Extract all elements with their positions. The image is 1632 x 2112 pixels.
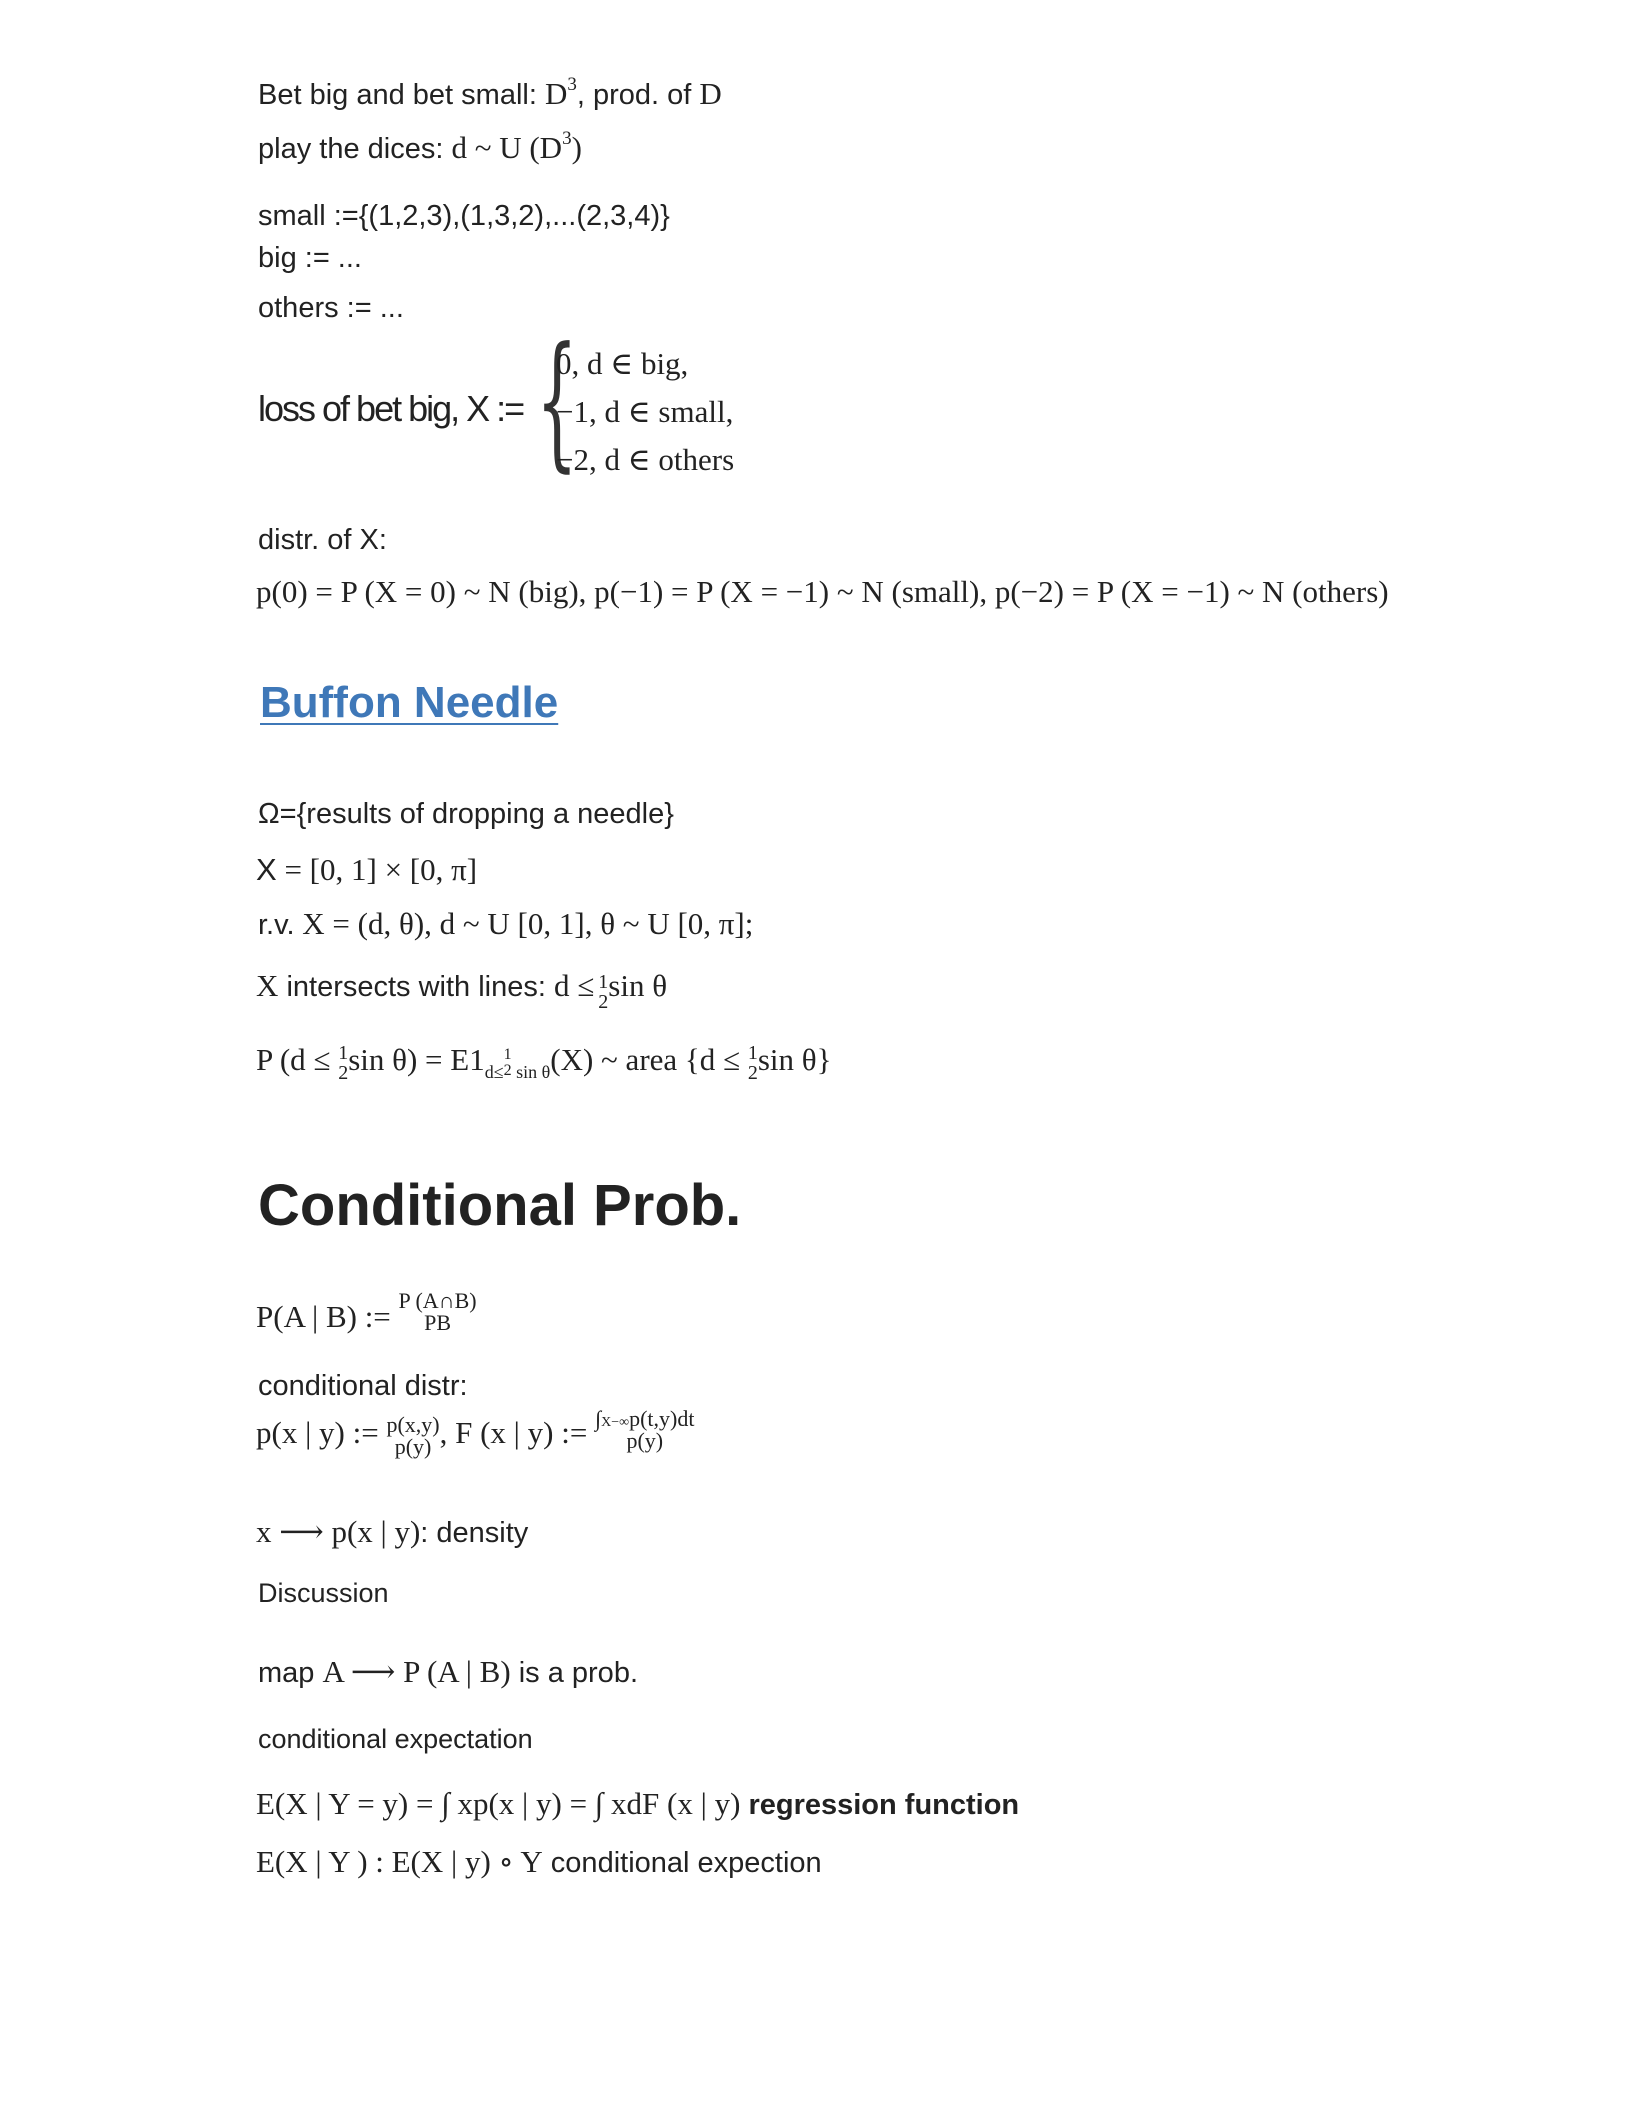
dice-line-2 [258,130,582,166]
text: r.v. [258,909,295,941]
math-set: D [699,76,722,111]
text: is a prob. [510,1657,638,1689]
denominator: p(y) [394,1434,432,1459]
subscript: d≤ [484,1062,504,1082]
rv-def [258,906,753,942]
math-expr: E(X | Y = y) = ∫ xp(x | y) = ∫ xdF (x | y) [256,1786,741,1821]
integral-sign: ∫ [595,1406,602,1431]
map-line [258,1654,638,1690]
fraction [595,1408,694,1452]
numerator: p(t,y)dt [629,1406,695,1431]
big-def: big := ... [258,242,362,274]
denominator: 2 [747,1061,758,1084]
left-brace: { [536,316,578,486]
intersect-line [256,968,667,1012]
expectation-label: conditional expectation [258,1724,533,1754]
small-def: small :={(1,2,3),(1,3,2),...(2,3,4)} [258,200,670,232]
text: , prod. of [576,79,700,111]
denominator: 2 [338,1061,349,1084]
math-expr: = [0, 1] × [0, π] [276,852,478,887]
loss-label: loss of bet big, X := [258,388,524,429]
superscript: 3 [567,74,577,95]
buffon-heading: Buffon Needle [260,678,559,727]
text: play the dices: [258,133,452,165]
math-expr: , F (x | y) := [439,1415,588,1451]
fraction-half [748,1043,758,1083]
discussion-label: Discussion [258,1578,389,1608]
math-expr: (X) ~ area {d ≤ [550,1042,741,1077]
text: Bet big and bet small: [258,79,545,111]
conditional-expectation-line [256,1844,822,1880]
math-set: D [544,76,568,111]
bold-text: regression function [740,1789,1020,1821]
denominator: 2 [598,991,609,1014]
denominator: PB [424,1310,452,1335]
math-expr: X [256,968,279,1003]
math-expr: d ≤ [554,968,595,1003]
math-expr: X = (d, θ), d ~ U [0, 1], θ ~ U [0, π]; [294,906,754,941]
subscript: sin θ [511,1062,551,1082]
superscript: 3 [562,128,572,149]
denominator: 2 [503,1061,512,1079]
math-expr: p(x | y) := [256,1415,379,1451]
numerator: 1 [338,1041,349,1064]
math-expr: P(A | B) := [256,1299,391,1335]
others-def: others := ... [258,292,404,324]
conditional-heading: Conditional Prob. [258,1173,742,1238]
numerator: 1 [747,1041,758,1064]
dice-line-1 [258,76,722,112]
text: : density [420,1517,529,1549]
fraction-half [338,1043,348,1083]
numerator: p(x,y) [386,1412,440,1437]
math-expr: ) [571,130,582,165]
conditional-definition [256,1288,477,1342]
case-row: −2, d ∈ others [556,442,735,477]
numerator: P (A∩B) [398,1288,477,1313]
math-expr: A ⟶ P (A | B) [322,1654,511,1689]
fraction-half [504,1047,512,1079]
x-def [256,852,477,888]
math-expr: sin θ} [757,1042,832,1077]
conditional-distr-label: conditional distr: [258,1370,468,1402]
omega-def: Ω={results of dropping a needle} [258,798,674,830]
case-row: −1, d ∈ small, [556,394,734,429]
math-expr: P (d ≤ [256,1042,331,1077]
integral-limits: X−∞ [601,1415,630,1430]
numerator: 1 [598,971,609,994]
fraction [386,1414,439,1458]
regression-line [256,1786,1019,1822]
text: conditional expection [542,1847,822,1879]
case-row: 0, d ∈ big, [556,346,689,381]
numerator: 1 [503,1045,512,1063]
denominator: p(y) [626,1428,664,1453]
fraction [399,1290,477,1334]
distr-label: distr. of X: [258,524,387,556]
text: X [256,852,277,887]
math-expr: x ⟶ p(x | y) [256,1514,421,1549]
math-expr: sin θ) = E1 [348,1042,485,1077]
text: intersects with lines: [278,971,554,1003]
density-line [256,1514,528,1550]
math-expr: d ~ U (D [451,130,563,165]
loss-cases [556,340,734,484]
math-expr: E(X | Y ) : E(X | y) ∘ Y [256,1844,543,1879]
fraction-half [598,972,608,1012]
text: map [258,1657,323,1689]
buffon-probability [256,1042,831,1083]
math-expr: sin θ [608,968,668,1003]
distr-formula: p(0) = P (X = 0) ~ N (big), p(−1) = P (X = −1) ~ N (small), p(−2) = P (X = −1) ~ N (others) [256,574,1389,609]
conditional-density-formula [256,1406,695,1459]
